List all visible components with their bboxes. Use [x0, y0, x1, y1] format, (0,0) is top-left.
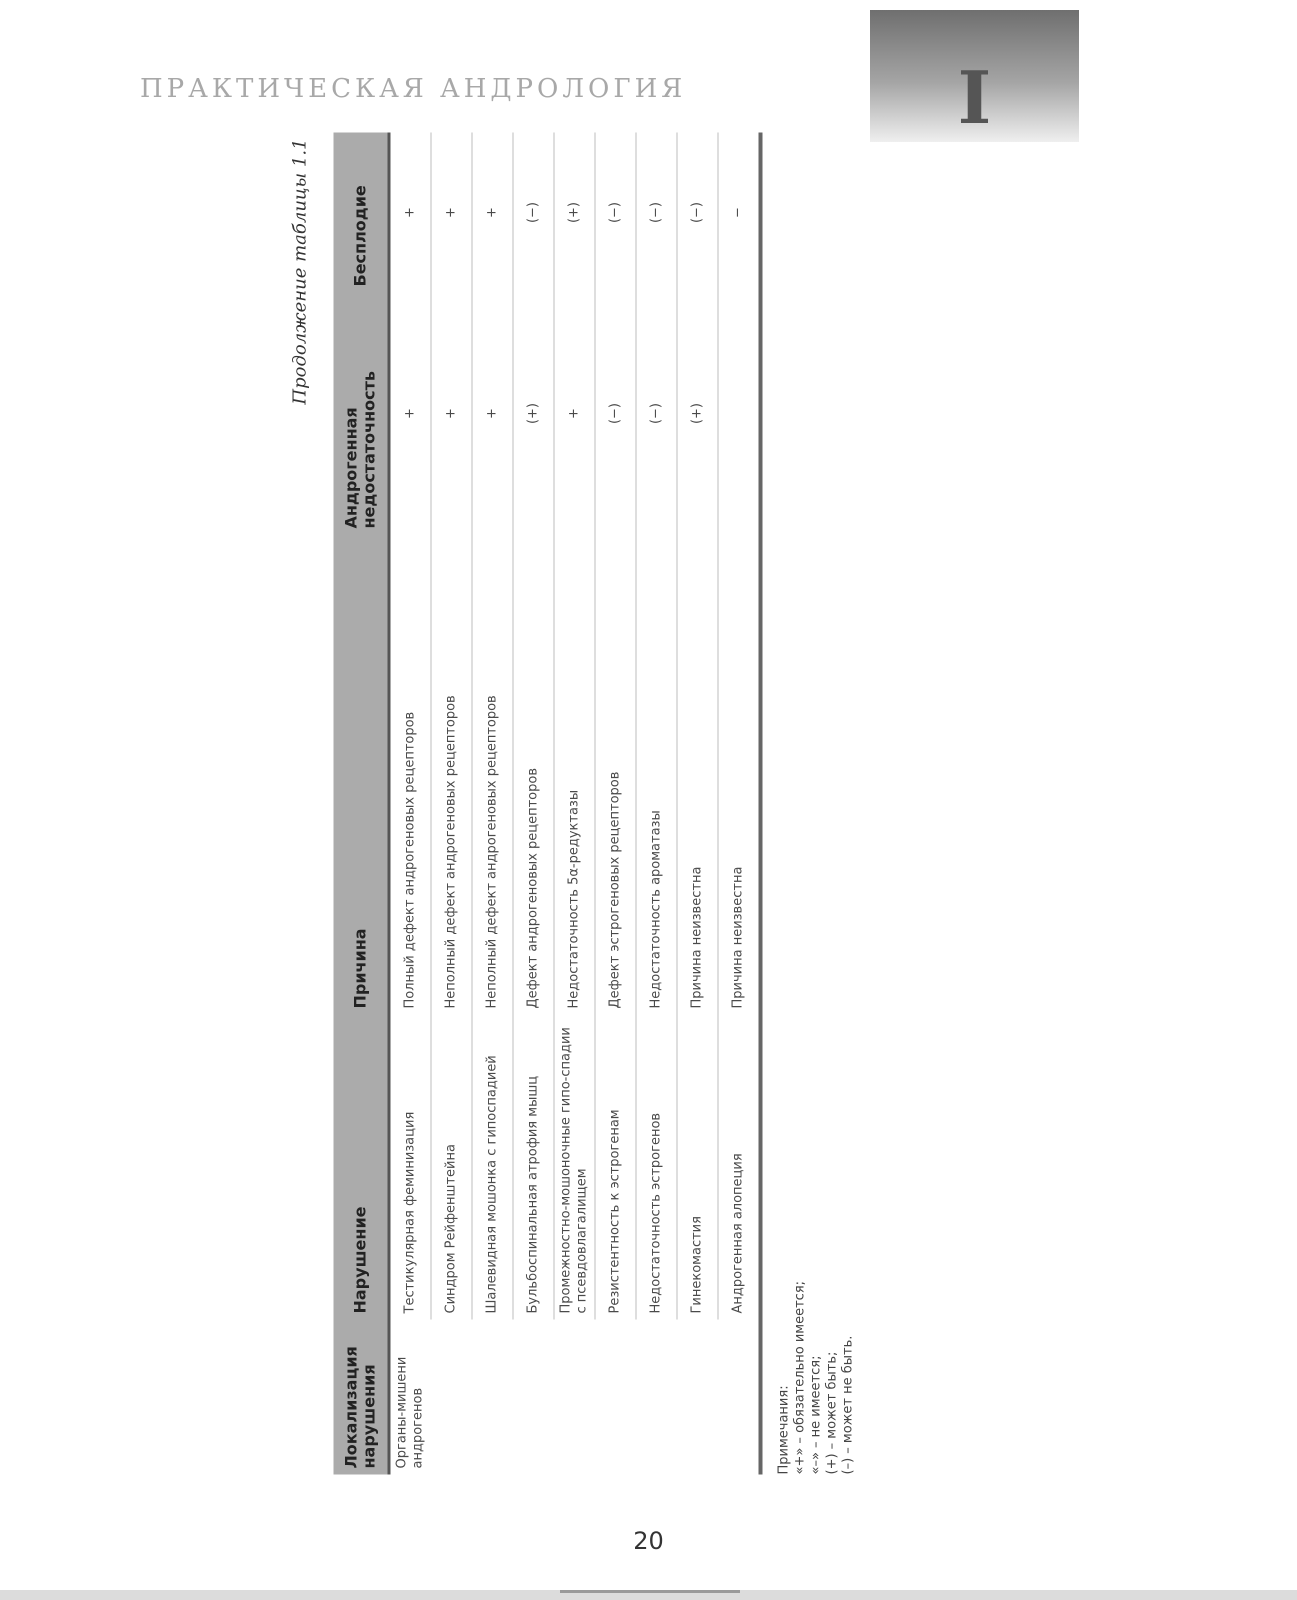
- infertility-cell: (−): [636, 133, 677, 293]
- disorder-cell: Андрогенная алопеция: [718, 1015, 761, 1320]
- table-row: [389, 133, 431, 1475]
- table-row: [718, 133, 761, 1475]
- table-row: [595, 133, 636, 1475]
- table-notes: [777, 133, 857, 1475]
- deficiency-cell: +: [402, 408, 418, 419]
- deficiency-cell: +: [431, 293, 472, 535]
- table-row: [554, 133, 595, 1475]
- disorder-cell: Резистентность к эстрогенам: [595, 1015, 636, 1320]
- infertility-cell: +: [472, 133, 513, 293]
- note-line: «+» – обязательно имеется;: [792, 1280, 808, 1475]
- header-infertility: Бесплодие: [334, 133, 390, 293]
- deficiency-cell: (−): [595, 293, 636, 535]
- deficiency-cell: (+): [677, 293, 718, 535]
- cause-cell: Причина неизвестна: [718, 535, 761, 1015]
- infertility-cell: (−): [513, 133, 554, 293]
- cause-cell: Неполный дефект андрогеновых рецепторов: [431, 535, 472, 1015]
- bottom-strip: [0, 1590, 1297, 1600]
- deficiency-cell: +: [554, 293, 595, 535]
- table-row: [677, 133, 718, 1475]
- table-row: [636, 133, 677, 1475]
- cause-cell: Недостаточность 5α-редуктазы: [554, 535, 595, 1015]
- table-caption: Продолжение таблицы 1.1: [289, 138, 311, 405]
- disorders-table: [334, 133, 763, 1475]
- note-line: (–) – может не быть.: [840, 1335, 856, 1475]
- disorder-cell: Гинекомастия: [677, 1015, 718, 1320]
- running-head: ПРАКТИЧЕСКАЯ АНДРОЛОГИЯ: [140, 74, 687, 104]
- disorder-cell: Недостаточность эстрогенов: [636, 1015, 677, 1320]
- disorder-cell: Шалевидная мошонка с гипоспадией: [472, 1015, 513, 1320]
- chapter-tab: [870, 10, 1079, 142]
- note-line: «–» – не имеется;: [808, 1355, 824, 1475]
- header-location: Локализация нарушения: [334, 1320, 390, 1475]
- cause-cell: Недостаточность ароматазы: [636, 535, 677, 1015]
- disorder-cell: Промежностно-мошоночные гипо-спадии с псевдовлагалищем: [554, 1015, 595, 1320]
- cause-cell: Неполный дефект андрогеновых рецепторов: [472, 535, 513, 1015]
- cause-cell: Полный дефект андрогеновых рецепторов: [402, 711, 418, 1009]
- table-row: [431, 133, 472, 1475]
- bottom-strip-mark: [560, 1590, 740, 1593]
- deficiency-cell: +: [472, 293, 513, 535]
- header-deficiency: Андрогенная недостаточность: [334, 293, 390, 535]
- table-row: [472, 133, 513, 1475]
- header-cause: Причина: [334, 535, 390, 1015]
- deficiency-cell: [718, 293, 761, 535]
- header-disorder: Нарушение: [334, 1015, 390, 1320]
- disorder-cell: Синдром Рейфенштейна: [431, 1015, 472, 1320]
- disorder-cell: Бульбоспинальная атрофия мышц: [513, 1015, 554, 1320]
- notes-title: Примечания:: [776, 1385, 792, 1475]
- cause-cell: Дефект андрогеновых рецепторов: [513, 535, 554, 1015]
- disorder-cell: Тестикулярная феминизация: [402, 1111, 418, 1314]
- infertility-cell: (−): [677, 133, 718, 293]
- cause-cell: Причина неизвестна: [677, 535, 718, 1015]
- note-line: (+) – может быть;: [824, 1351, 840, 1475]
- chapter-number: I: [957, 55, 992, 140]
- infertility-cell: −: [718, 133, 761, 293]
- table-row: [513, 133, 554, 1475]
- infertility-cell: (−): [595, 133, 636, 293]
- deficiency-cell: (−): [636, 293, 677, 535]
- infertility-cell: +: [402, 207, 418, 218]
- infertility-cell: +: [431, 133, 472, 293]
- infertility-cell: (+): [554, 133, 595, 293]
- location-cell: Органы-мишени андрогенов: [389, 1320, 761, 1475]
- page-number: 20: [633, 1527, 664, 1555]
- deficiency-cell: (+): [513, 293, 554, 535]
- table-header-row: [334, 133, 390, 1475]
- rotated-table-block: [276, 133, 856, 1475]
- cause-cell: Дефект эстрогеновых рецепторов: [595, 535, 636, 1015]
